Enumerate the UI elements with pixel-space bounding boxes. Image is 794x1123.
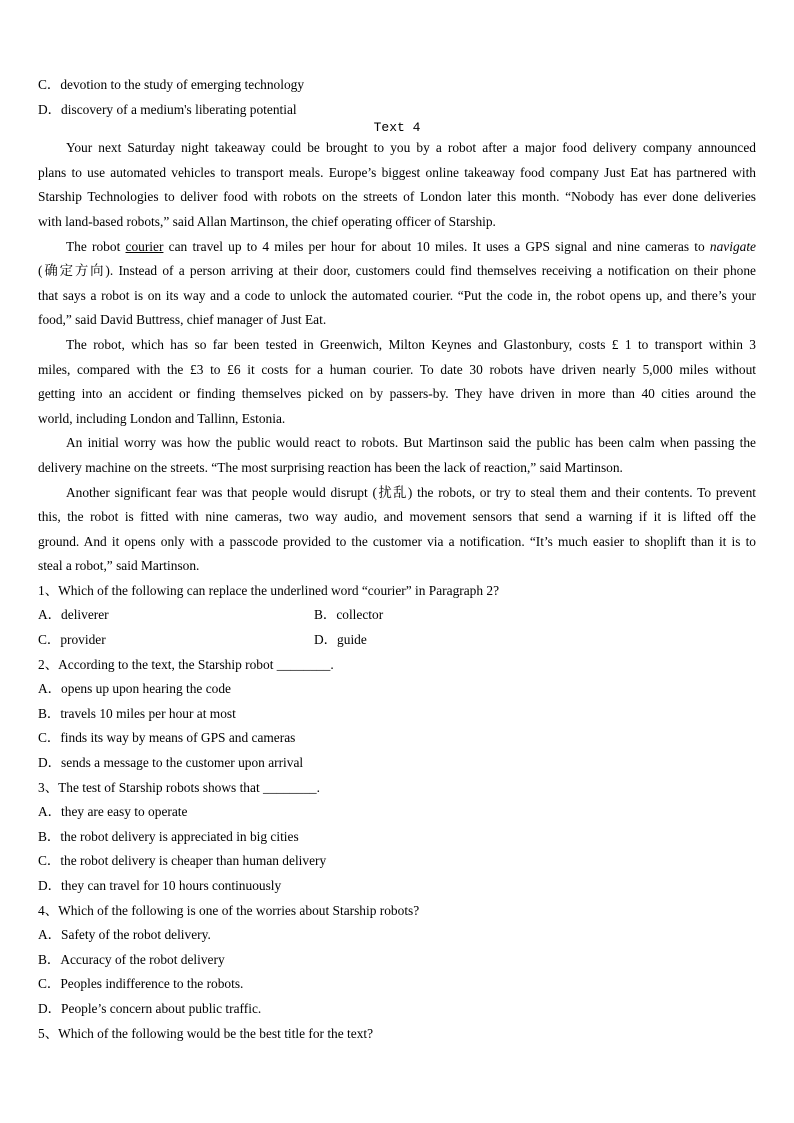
question-stem: 4、Which of the following is one of the worries about Starship robots? (38, 902, 420, 918)
option-line: C．devotion to the study of emerging technology (38, 77, 305, 92)
question-stem: 1、Which of the following can replace the underlined word “courier” in Paragraph 2? (38, 582, 500, 598)
paragraph-line: getting into an accident or finding themselves picked on by passers-by. They have driven in more than 40 cities around the (38, 386, 756, 402)
answer-option: A．they are easy to operate (38, 804, 188, 820)
answer-option: D．sends a message to the customer upon arrival (38, 755, 304, 771)
answer-option: A．deliverer (38, 607, 109, 623)
option-row (38, 603, 756, 628)
text-title: Text 4 (373, 120, 421, 136)
answer-option: C．Peoples indifference to the robots. (38, 976, 244, 992)
answer-option: B．travels 10 miles per hour at most (38, 705, 236, 721)
answer-option: D．guide (314, 632, 367, 648)
italic-word: navigate (709, 238, 756, 254)
paragraph-line: The robot courier can travel up to 4 miles per hour for about 10 miles. It uses a GPS signal and nine cameras to navigate (66, 238, 756, 254)
answer-option: A．Safety of the robot delivery. (38, 927, 211, 943)
paragraph-line: steal a robot,” said Martinson. (38, 558, 200, 574)
paragraph-line: An initial worry was how the public would react to robots. But Martinson said the public has been calm when passing the (66, 435, 756, 451)
paragraph-line: with land-based robots,” said Allan Martinson, the chief operating officer of Starship. (38, 213, 496, 229)
paragraph-line: delivery machine on the streets. “The most surprising reaction has been the lack of reaction,” said Martinson. (38, 459, 623, 475)
answer-option: B．Accuracy of the robot delivery (38, 951, 225, 967)
paragraph-line: (确定方向). Instead of a person arriving at their door, customers could find themselves receiving a notification on their phone (38, 263, 756, 279)
document-page (38, 73, 756, 1046)
question-stem: 5、Which of the following would be the best title for the text? (38, 1025, 374, 1041)
answer-option: B．the robot delivery is appreciated in big cities (38, 828, 299, 844)
option-row (38, 628, 756, 653)
answer-option: C．provider (38, 632, 106, 648)
paragraph-line: this, the robot is fitted with nine cameras, two way audio, and movement sensors that send a warning if it is lifted off the (38, 509, 756, 525)
underlined-word: courier (125, 238, 164, 254)
paragraph-line: Your next Saturday night takeaway could be brought to you by a robot after a major food delivery company announced (66, 140, 756, 156)
paragraph-line: The robot, which has so far been tested in Greenwich, Milton Keynes and Glastonbury, costs £ 1 to transport within 3 (66, 336, 756, 352)
paragraph-line: Starship Technologies to deliver food with robots on the streets of London later this month. “Nobody has ever done deliveries (38, 189, 756, 205)
paragraph-line: world, including London and Tallinn, Estonia. (38, 410, 286, 426)
question-stem: 3、The test of Starship robots shows that ________. (38, 779, 320, 795)
option-line: D．discovery of a medium's liberating potential (38, 101, 297, 117)
answer-option: A．opens up upon hearing the code (38, 681, 232, 697)
paragraph-line: Another significant fear was that people would disrupt (扰乱) the robots, or try to steal them and their contents. To prevent (66, 484, 756, 500)
question-stem: 2、According to the text, the Starship robot ________. (38, 656, 334, 672)
paragraph-line: food,” said David Buttress, chief manager of Just Eat. (38, 312, 327, 328)
answer-option: C．the robot delivery is cheaper than human delivery (38, 853, 327, 869)
paragraph-line: plans to use automated vehicles to transport meals. Europe’s biggest online takeaway food company Just Eat has partnered with (38, 164, 756, 180)
answer-option: C．finds its way by means of GPS and cameras (38, 730, 296, 746)
answer-option: D．People’s concern about public traffic. (38, 1000, 262, 1016)
answer-option: D．they can travel for 10 hours continuously (38, 878, 282, 893)
answer-option: B．collector (314, 607, 384, 623)
paragraph-line: miles, compared with the £3 to £6 it costs for a human courier. To date 30 robots have driven nearly 5,000 miles without (38, 361, 756, 377)
paragraph-line: that says a robot is on its way and a code to unlock the automated courier. “Put the code in, the robot opens up, and there’s your (38, 287, 756, 303)
paragraph-line: ground. And it opens only with a passcode provided to the customer via a notification. “It’s much easier to shoplift than it is to (38, 533, 756, 549)
